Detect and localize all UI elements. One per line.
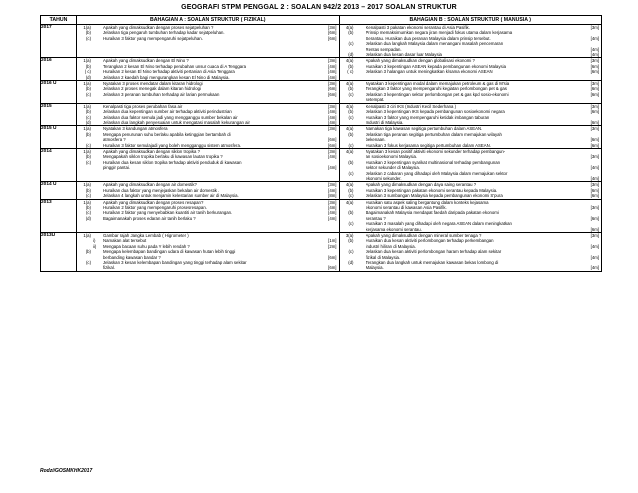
question-number bbox=[77, 265, 93, 270]
question-marks: [6m] bbox=[590, 91, 599, 97]
question-line bbox=[340, 120, 602, 125]
question-text: Huraikan 2 kesan El Nino terhadap aktiviti pertanian di Asia Tenggara bbox=[103, 69, 235, 75]
part-b-questions bbox=[339, 182, 602, 199]
question-marks: [6m] bbox=[328, 254, 337, 260]
question-line bbox=[340, 97, 602, 102]
question-text: Nyatakan 3 kepentingan modal dalam memajukan petroleum & gas di M'sia bbox=[365, 81, 510, 87]
question-marks: [4m] bbox=[328, 74, 337, 80]
question-text: Huraikan satu aspek saling bergantung dalam konteks kejasama bbox=[365, 199, 489, 205]
question-marks: [3m] bbox=[590, 81, 599, 87]
question-line bbox=[340, 227, 602, 232]
question-number: 4(a) bbox=[345, 58, 354, 64]
question-marks: [4m] bbox=[328, 114, 337, 120]
question-number: (b) bbox=[85, 109, 91, 115]
question-number: (b) bbox=[348, 109, 354, 115]
question-marks: [4m] bbox=[590, 175, 599, 181]
blank-line bbox=[77, 176, 339, 181]
question-number: 4(a) bbox=[345, 25, 354, 30]
question-line bbox=[77, 265, 339, 270]
question-text: Jelaskan 3 kepentingan sektor perlombongan pet & gas kpd sosio-ekonomi bbox=[365, 91, 509, 97]
question-text: bekenaan. bbox=[365, 137, 386, 143]
year-cell: 2013 bbox=[41, 199, 77, 232]
question-marks: [3m] bbox=[328, 25, 337, 30]
question-text: Jelaskan 2 cabaran yang dihadapi oleh Malaysia dalam memajukan sektor bbox=[365, 170, 508, 176]
part-a-questions bbox=[77, 103, 340, 126]
question-text: Jelaskan 3 sumbangan Malaysia kepada pembangunan ekonomi S'pura bbox=[365, 193, 503, 199]
exam-questions-table bbox=[40, 15, 602, 272]
question-number: 1(a) bbox=[83, 58, 91, 64]
question-number: (c) bbox=[348, 193, 354, 199]
sub-label bbox=[356, 52, 366, 57]
question-number: 1(a) bbox=[83, 81, 91, 87]
question-text: Jelaskan dua faktor semula jadi yang mengganggu sumber bekalan air bbox=[103, 114, 238, 120]
part-b-questions bbox=[339, 199, 602, 232]
question-number: (b) bbox=[85, 205, 91, 210]
question-marks: [4m] bbox=[328, 205, 337, 210]
question-text: Jelaskan dua langkah Malaysia dalam menangani masalah pencemaran bbox=[365, 41, 504, 47]
table-row bbox=[41, 58, 602, 81]
question-marks: [4m] bbox=[328, 187, 337, 193]
part-a-questions bbox=[77, 199, 340, 232]
question-marks: [4m] bbox=[328, 69, 337, 75]
footer-credit: Rodzi/GOSMKHK2017 bbox=[40, 468, 93, 474]
question-marks: [3m] bbox=[328, 58, 337, 64]
question-text: Apakah yang dimaksudkan dengan El Nino ? bbox=[103, 58, 189, 64]
question-number: 4(a) bbox=[345, 182, 354, 188]
page-title: GEOGRAFI STPM PENGGAL 2 : SOALAN 942/2 2013 – 2017 SOALAN STRUKTUR bbox=[181, 4, 457, 11]
question-text: Jelaskan dua langkah penyesuaian untuk mengatasi masalah kekurangan air bbox=[103, 119, 250, 125]
question-marks: [4m] bbox=[590, 35, 599, 41]
question-marks: [4m] bbox=[590, 243, 599, 249]
question-marks: [1m] bbox=[328, 238, 337, 244]
sub-label bbox=[356, 120, 366, 125]
question-number: (b) bbox=[348, 86, 354, 92]
question-text: Nyatakan 3 kandungan atmosfera bbox=[103, 126, 168, 132]
question-number: (b) bbox=[85, 187, 91, 193]
table-row bbox=[41, 103, 602, 126]
question-text: Apakah yang dimaksudkan dengan siklon tropika ? bbox=[103, 148, 200, 154]
sub-label bbox=[356, 227, 366, 232]
sub-label bbox=[93, 143, 103, 148]
question-number: (c) bbox=[348, 142, 354, 148]
question-text: ekonomi sekunder. bbox=[365, 175, 402, 181]
question-number: 1(a) bbox=[83, 148, 91, 154]
sub-label bbox=[356, 69, 366, 74]
question-number: (d) bbox=[348, 260, 354, 266]
question-number: (d) bbox=[85, 215, 91, 221]
sub-label bbox=[93, 120, 103, 125]
question-number: (c) bbox=[348, 114, 354, 120]
question-number: (c) bbox=[85, 142, 91, 148]
question-marks: [3m] bbox=[328, 148, 337, 154]
question-number bbox=[340, 97, 356, 102]
question-text: Huraikan 3 faktor yang mempengaruhi ketidak imbangan taburan bbox=[365, 114, 490, 120]
question-line bbox=[340, 193, 602, 198]
question-line bbox=[340, 176, 602, 181]
question-text: fizikal di Malaysia. bbox=[365, 254, 401, 260]
sub-label bbox=[93, 75, 103, 80]
part-a-questions bbox=[77, 126, 340, 149]
question-marks: [6m] bbox=[590, 86, 599, 92]
part-a-questions bbox=[77, 81, 340, 104]
question-text: Jelaskan 3 kesan kelembapan bandingan yang tinggi terhadap alam sekitar bbox=[103, 260, 247, 266]
question-marks: [6m] bbox=[328, 91, 337, 97]
question-marks: [6m] bbox=[590, 193, 599, 199]
question-marks: [6m] bbox=[590, 215, 599, 221]
question-text: Gambar rajah Jangka Lembab ( Higrometer ) bbox=[103, 233, 189, 239]
question-text: Namakan tiga kawasan segitiga pertumbuhan dalam ASEAN. bbox=[365, 126, 483, 132]
question-text: setempat. bbox=[365, 97, 385, 103]
question-marks: [6m] bbox=[590, 226, 599, 232]
table-row bbox=[41, 182, 602, 199]
question-marks: [6m] bbox=[590, 63, 599, 69]
question-marks: [4m] bbox=[328, 119, 337, 125]
sub-label bbox=[93, 216, 103, 221]
year-cell: 2014 bbox=[41, 148, 77, 181]
year-header: TAHUN bbox=[41, 16, 77, 25]
question-text: Terangkan 3 faktor yang mempengaruhi kegiatan perlombongan pet & gas bbox=[365, 86, 507, 92]
question-marks: [6m] bbox=[328, 142, 337, 148]
sub-label bbox=[356, 176, 366, 181]
question-line bbox=[77, 143, 339, 148]
year-cell: 2013U bbox=[41, 233, 77, 272]
sub-label bbox=[356, 97, 366, 102]
year-cell: 2017 bbox=[41, 25, 77, 58]
part-b-questions bbox=[339, 148, 602, 181]
question-marks: [6m] bbox=[590, 109, 599, 115]
part-a-questions bbox=[77, 58, 340, 81]
table-header-row bbox=[41, 16, 602, 25]
question-marks: [3m] bbox=[590, 58, 599, 64]
question-marks: [3m] bbox=[590, 126, 599, 132]
question-line bbox=[77, 193, 339, 198]
question-text: Jelaskan 2 proses menegak dalam kitaran hidrologi bbox=[103, 86, 201, 92]
sub-label: ii) bbox=[93, 243, 97, 249]
question-marks: [6m] bbox=[328, 137, 337, 143]
part-a-questions bbox=[77, 148, 340, 181]
question-number: 4(a) bbox=[345, 81, 354, 87]
question-number: (b) bbox=[348, 63, 354, 69]
part-b-questions bbox=[339, 103, 602, 126]
question-number: (c) bbox=[85, 35, 91, 41]
question-number: 1(a) bbox=[83, 199, 91, 205]
question-text: Namakan alat tersebut bbox=[103, 238, 147, 244]
question-text: Bagaimanakah proses edaran air tanih berlaku ? bbox=[103, 215, 196, 221]
question-text: Nyatakan 3 proses mendatar dalam kitaran hidrologi bbox=[103, 81, 203, 87]
question-text: Serantau. Huraikan dua peranan Malaysia dalam prinsip tersebut. bbox=[365, 35, 491, 41]
question-number: (b) bbox=[85, 30, 91, 36]
question-number: (b) bbox=[348, 210, 354, 216]
question-text: Huraikan dua kesan aktiviti perlombongan terhadap perkembangan bbox=[365, 238, 494, 244]
question-number: (d) bbox=[348, 52, 354, 58]
question-line bbox=[77, 36, 339, 41]
question-text: ekonomi serantau di kawasan Asia Pasifik. bbox=[365, 205, 447, 210]
question-text: Industri di Malaysia. bbox=[365, 119, 404, 125]
question-marks: [4m] bbox=[328, 154, 337, 160]
question-text: Jelaskan 4 langkah untuk menjamin kelestarian sumber air di Malaysia. bbox=[103, 193, 239, 199]
question-line bbox=[340, 52, 602, 57]
question-text: Jelaskan 3 peranan tumbuhan terhadap air larian permukaan bbox=[103, 91, 220, 97]
question-text: Huraikan 2 kepentingan syarikat multinasional terhadap pembangunan bbox=[365, 159, 500, 165]
question-text: Mengapa bacaan suhu pada Y lebih rendah ? bbox=[103, 243, 190, 249]
question-line bbox=[77, 75, 339, 80]
sub-label bbox=[93, 193, 103, 198]
question-text: Jelaskan tiga peranan segitiga pertumbuhan dalam memajukan wilayah bbox=[365, 131, 502, 137]
sub-label bbox=[93, 92, 103, 97]
question-number: ( c) bbox=[347, 69, 354, 75]
part-b-questions bbox=[339, 233, 602, 272]
question-number bbox=[77, 165, 93, 170]
question-text: Huraikan 3 faktor semulajadi yang boleh mengganggu sistem atmosfera. bbox=[103, 142, 242, 148]
question-text: Jelaskan dua kesan dasar luar Malaysia bbox=[365, 52, 442, 58]
question-number: (c) bbox=[348, 221, 354, 227]
question-marks: [6m] bbox=[328, 86, 337, 92]
question-marks: [4m] bbox=[590, 46, 599, 52]
question-number bbox=[340, 120, 356, 125]
question-number: (c) bbox=[85, 260, 91, 266]
question-number bbox=[340, 227, 356, 232]
question-text: Apakah yang dimaksudkan dengan air domestik? bbox=[103, 182, 197, 188]
question-text: Huraikan 2 faktor yang menyebabkan kuantiti air tanih berkurangan. bbox=[103, 210, 233, 216]
question-marks: [3m] bbox=[328, 199, 337, 205]
question-text: atmosfera ? bbox=[103, 137, 126, 143]
question-text: Jelaskan dua kepentingan sumber air terhadap aktiviti perindustrian bbox=[103, 109, 232, 115]
question-marks: [4m] bbox=[590, 265, 599, 271]
question-text: Nyatakan 3 kesan positif aktiviti ekonomi sekunder terhadap pembangun- bbox=[365, 148, 506, 154]
question-text: Jelaskan 2 kaedah bagi mengurangkan kesan El Nino di Malaysia. bbox=[103, 74, 230, 80]
question-marks: [3m] bbox=[328, 126, 337, 132]
sub-label bbox=[93, 265, 103, 270]
year-cell: 2015 bbox=[41, 103, 77, 126]
question-number bbox=[340, 265, 356, 270]
question-number: 3(a) bbox=[345, 233, 354, 239]
question-number: 1(a) bbox=[83, 126, 91, 132]
question-marks: [4m] bbox=[590, 52, 599, 58]
question-marks: [6m] bbox=[590, 187, 599, 193]
table-row bbox=[41, 233, 602, 272]
question-text: Apakah yang dimaksudkan dengan proses resapan? bbox=[103, 199, 204, 205]
question-marks: [6m] bbox=[590, 142, 599, 148]
question-marks: [6m] bbox=[328, 30, 337, 36]
question-number: (b) bbox=[85, 63, 91, 69]
blank-line bbox=[77, 97, 339, 102]
question-line bbox=[77, 216, 339, 221]
table-row bbox=[41, 81, 602, 104]
part-b-header: BAHAGIAN B : SOALAN STRUKTUR ( MANUSIA ) bbox=[339, 16, 602, 25]
question-text: an sosioekonomi Malaysia. bbox=[365, 154, 418, 160]
question-number: (b) bbox=[348, 159, 354, 165]
question-number: (b) bbox=[348, 131, 354, 137]
question-number: 1(a) bbox=[83, 233, 91, 239]
question-number: (c) bbox=[85, 91, 91, 97]
question-text: Mengapa kelembapan bandingan udara di kawasan hutan lebih tinggi bbox=[103, 249, 236, 255]
table-row bbox=[41, 25, 602, 58]
question-text: Huraikan 3 faktor yang mempengaruhi sejatpeluhan. bbox=[103, 35, 203, 41]
question-line bbox=[340, 265, 602, 270]
blank-line bbox=[77, 52, 339, 57]
part-a-questions bbox=[77, 25, 340, 58]
question-marks: [4m] bbox=[590, 165, 599, 171]
question-line bbox=[77, 120, 339, 125]
question-text: Malaysia. bbox=[365, 265, 384, 271]
part-b-questions bbox=[339, 126, 602, 149]
part-b-questions bbox=[339, 25, 602, 58]
year-cell: 2016 bbox=[41, 58, 77, 81]
question-number: 1(a) bbox=[83, 103, 91, 109]
question-number: ( c) bbox=[84, 69, 91, 75]
question-number: 1(a) bbox=[83, 25, 91, 30]
sub-label bbox=[93, 36, 103, 41]
question-line bbox=[340, 69, 602, 74]
question-marks: [6m] bbox=[590, 137, 599, 143]
part-a-questions bbox=[77, 182, 340, 199]
question-marks: [4m] bbox=[328, 109, 337, 115]
question-text: kerjasama ekonomi serantau. bbox=[365, 226, 422, 232]
question-marks: [3m] bbox=[590, 103, 599, 109]
question-number: (b) bbox=[85, 131, 91, 137]
question-marks: [3m] bbox=[328, 103, 337, 109]
sub-label bbox=[93, 165, 103, 170]
question-marks: [3m] bbox=[328, 81, 337, 87]
question-number bbox=[340, 176, 356, 181]
question-text: Apakah yang dimaksudkan dengan globalisasi ekonomi ? bbox=[365, 58, 475, 64]
question-marks: [3m] bbox=[590, 154, 599, 160]
question-marks bbox=[585, 97, 601, 102]
question-marks: [2m] bbox=[328, 243, 337, 249]
question-number: 4(a) bbox=[345, 148, 354, 154]
part-a-header: BAHAGIAN A : SOALAN STRUKTUR ( FIZIKAL) bbox=[77, 16, 340, 25]
year-cell: 2016 U bbox=[41, 81, 77, 104]
year-cell: 2014 U bbox=[41, 182, 77, 199]
question-number: (c) bbox=[85, 114, 91, 120]
question-text: Apakah yang dimaksudkan dengan proses sejatpeluhan ? bbox=[103, 25, 214, 30]
table-row bbox=[41, 126, 602, 149]
question-text: Huraikan dua kesan siklon tropika terhadap aktiviti penduduk di kawasan bbox=[103, 159, 242, 165]
sub-label: i) bbox=[93, 238, 96, 244]
question-number: 4(a) bbox=[345, 199, 354, 205]
blank-line bbox=[77, 227, 339, 232]
part-b-questions bbox=[339, 81, 602, 104]
question-marks: [4m] bbox=[328, 210, 337, 216]
question-number: (c) bbox=[85, 193, 91, 199]
blank-line bbox=[340, 75, 602, 80]
question-text: Apakah yang dimaksudkan dengan daya saing serantau ? bbox=[365, 182, 477, 188]
sub-label bbox=[356, 143, 366, 148]
question-marks: [3m] bbox=[328, 182, 337, 188]
question-number: (c) bbox=[348, 91, 354, 97]
question-text: Mengapakah siklon tropika berlaku di kawasan lautan tropika ? bbox=[103, 154, 223, 160]
question-number: (d) bbox=[85, 74, 91, 80]
question-text: Mengapa penurunan suhu berlaku apabila ketinggian bertambah di bbox=[103, 131, 231, 137]
question-text: berbanding kawasan bandar ? bbox=[103, 254, 161, 260]
question-marks: [6m] bbox=[590, 119, 599, 125]
question-number: 1(a) bbox=[83, 182, 91, 188]
question-marks: [6m] bbox=[328, 265, 337, 271]
table-row bbox=[41, 148, 602, 181]
question-text: Huraikan 2 faktor yang mempengaruhi prosesresapan. bbox=[103, 205, 207, 210]
sub-label bbox=[356, 265, 366, 270]
question-line bbox=[340, 143, 602, 148]
question-text: Huraikan 3 kepentingan ASEAN kepada pembangunan ekonomi Malaysia bbox=[365, 63, 506, 69]
question-marks: [4m] bbox=[328, 63, 337, 69]
question-text: Rentas sempadan. bbox=[365, 46, 402, 52]
question-number: (b) bbox=[348, 238, 354, 244]
question-number: (b) bbox=[348, 187, 354, 193]
question-marks: [4m] bbox=[328, 165, 337, 171]
part-b-questions bbox=[339, 58, 602, 81]
question-text: Huraikan dua faktor yang menjejaskan bekalan air domestik . bbox=[103, 187, 220, 193]
part-a-questions bbox=[77, 233, 340, 272]
question-number: (b) bbox=[85, 86, 91, 92]
question-number: (c) bbox=[85, 210, 91, 216]
question-text: Huraikan 3 fokus kerjasama segitiga pertumbuhan dalam ASEAN. bbox=[365, 142, 491, 148]
table-body bbox=[41, 25, 602, 272]
question-text: Bagaimanakah Malaysia mendapat faedah daripada pakatan ekonomi bbox=[365, 210, 499, 216]
question-marks: [4m] bbox=[328, 215, 337, 221]
question-text: Kenalpasti 3 pakatan ekonomi serantau di Asia Pasifik. bbox=[365, 25, 470, 30]
question-number: (b) bbox=[348, 30, 354, 36]
question-text: Prinsip memaksimumkan negara jiran menjadi fokus utama dalam kerjasama bbox=[365, 30, 513, 36]
question-number: (c) bbox=[85, 159, 91, 165]
question-marks: [6m] bbox=[590, 69, 599, 75]
question-text: Kenalpasti 3 ciri IKS (Industri Kecil Sederhana ) bbox=[365, 103, 457, 109]
question-text: pinggir pantai. bbox=[103, 165, 130, 171]
question-marks: [8m] bbox=[328, 193, 337, 199]
question-number: (c) bbox=[348, 41, 354, 47]
question-text: Terangkan dua langkah untuk memajukan kawasan bekas lombong di bbox=[365, 260, 499, 266]
question-text: Jelaskan dua kesan aktiviti perlombongan haram terhadap alam sekitar bbox=[365, 249, 502, 255]
question-text: Jelaskan 3 kepentingan IKS kepada pembangunan sosioekonomi negara bbox=[365, 109, 505, 115]
question-text: Jelaskan 3 halangan untuk meningkatkan k/sama ekonomi ASEAN bbox=[365, 69, 493, 75]
question-number: (b) bbox=[85, 154, 91, 160]
question-line bbox=[77, 92, 339, 97]
question-number: 4(a) bbox=[345, 103, 354, 109]
year-cell: 2015 U bbox=[41, 126, 77, 149]
question-line bbox=[77, 165, 339, 170]
question-marks: [3m] bbox=[590, 233, 599, 239]
question-marks: [3m] bbox=[590, 182, 599, 188]
question-number: (c) bbox=[348, 170, 354, 176]
question-text: industri hiliran di Malaysia. bbox=[365, 243, 416, 249]
question-text: Terangkan 2 kesan El Nino terhadap perubahan unsur cuaca di A Tenggara bbox=[103, 63, 247, 69]
question-text: Apakah yang dimaksudkan dengan mineral sumber tenaga ? bbox=[365, 233, 482, 239]
question-text: Huraikan 3 masalah yang dihadapi oleh negara ASEAN dalam meningkatkan bbox=[365, 221, 512, 227]
question-text: fizikal. bbox=[103, 265, 115, 271]
question-text: Kenalpasti tiga proses perubahan fasa air bbox=[103, 103, 183, 109]
table-row bbox=[41, 199, 602, 232]
question-number: (c) bbox=[348, 249, 354, 255]
question-text: Huraikan 3 kepentingan pakatan ekonomi serantau kepada Malaysia. bbox=[365, 187, 498, 193]
question-text: Jelaskan tiga pengaruh tumbuhan terhadap kadar sejatpeluhan. bbox=[103, 30, 225, 36]
question-marks: [3m] bbox=[590, 205, 599, 210]
question-number: (d) bbox=[85, 119, 91, 125]
question-number: 4(a) bbox=[345, 126, 354, 132]
question-text: sektor sekunder di Malaysia. bbox=[365, 165, 420, 171]
question-marks: [6m] bbox=[328, 35, 337, 41]
question-marks: [3m] bbox=[590, 25, 599, 30]
question-text: serantau ? bbox=[365, 215, 386, 221]
question-number: (b) bbox=[85, 249, 91, 255]
question-marks: [4m] bbox=[590, 254, 599, 260]
sub-label bbox=[356, 193, 366, 198]
